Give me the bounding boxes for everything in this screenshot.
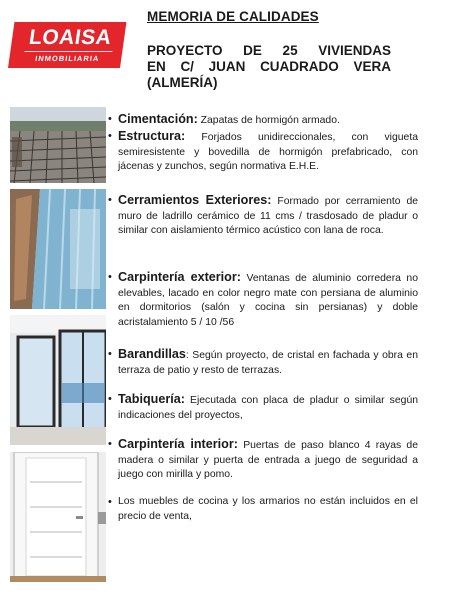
bullet: • xyxy=(108,130,112,142)
photo-insulation-wall xyxy=(10,189,106,309)
item-text: Zapatas de hormigón armado. xyxy=(197,115,340,126)
item-label: Estructura: xyxy=(118,129,186,143)
item-text: Ejecutada con placa de pladur o similar según indicaciones del proyectos, xyxy=(118,395,418,421)
item-label: Cimentación: xyxy=(118,112,198,126)
item-cimentacion xyxy=(108,112,418,129)
project-title-line-3: (ALMERÍA) xyxy=(147,75,218,90)
item-text: Los muebles de cocina y los armarios no están incluidos en el precio de venta, xyxy=(118,496,418,522)
item-text: Forjados unidireccionales, con vigueta semiresistente y bovedilla de hormigón prefabricado, con jácenas y zunchos, según normativa E.H.E. xyxy=(118,132,418,173)
item-label: Tabiquería: xyxy=(118,392,185,406)
item-carpinteria-exterior xyxy=(108,270,418,331)
item-estructura xyxy=(108,129,418,175)
bullet: • xyxy=(108,496,112,508)
bullet: • xyxy=(108,271,112,283)
document-title: MEMORIA DE CALIDADES xyxy=(147,9,319,24)
photo-interior-door xyxy=(10,452,106,582)
item-label: Carpintería exterior: xyxy=(118,270,241,284)
project-title-line-2: EN C/ JUAN CUADRADO VERA xyxy=(147,59,391,74)
item-cerramientos xyxy=(108,193,418,239)
bullet: • xyxy=(108,393,112,405)
loaisa-logo xyxy=(8,22,126,68)
bullet: • xyxy=(108,438,112,450)
item-label: Cerramientos Exteriores: xyxy=(118,193,272,207)
item-text: Ventanas de aluminio corredera no elevables, lacado en color negro mate con persiana de aluminio en dormitorios (salón y cocina sin persianas) y doble acristalamiento 5 / 10 /56 xyxy=(118,273,418,329)
logo-divider xyxy=(24,51,112,52)
bullet: • xyxy=(108,113,112,125)
item-tabiqueria xyxy=(108,392,418,423)
logo-subtitle: INMOBILIARIA xyxy=(34,54,101,63)
item-barandillas xyxy=(108,347,418,378)
project-title xyxy=(147,43,391,91)
item-text: : Según proyecto, de cristal en fachada y obra en terraza de patio y resto de terrazas. xyxy=(118,350,418,376)
logo-brand: LOAISA xyxy=(27,26,114,49)
item-muebles-note xyxy=(108,495,418,524)
item-text: Formado por cerramiento de muro de ladrillo cerámico de 11 cms / trasdosado de pladur o similar con aislamiento térmico acústico con lana de roca. xyxy=(118,196,418,237)
bullet: • xyxy=(108,348,112,360)
bullet: • xyxy=(108,194,112,206)
photo-foundation-rebar xyxy=(10,107,106,183)
photo-exterior-windows xyxy=(10,315,106,445)
project-title-line-1: PROYECTO DE 25 VIVIENDAS xyxy=(147,43,391,58)
item-label: Carpintería interior: xyxy=(118,437,238,451)
item-text: Puertas de paso blanco 4 rayas de madera o similar y puerta de entrada a juego de seguridad a juego con mirilla y pomo. xyxy=(118,440,418,481)
item-carpinteria-interior xyxy=(108,437,418,483)
item-label: Barandillas xyxy=(118,347,186,361)
